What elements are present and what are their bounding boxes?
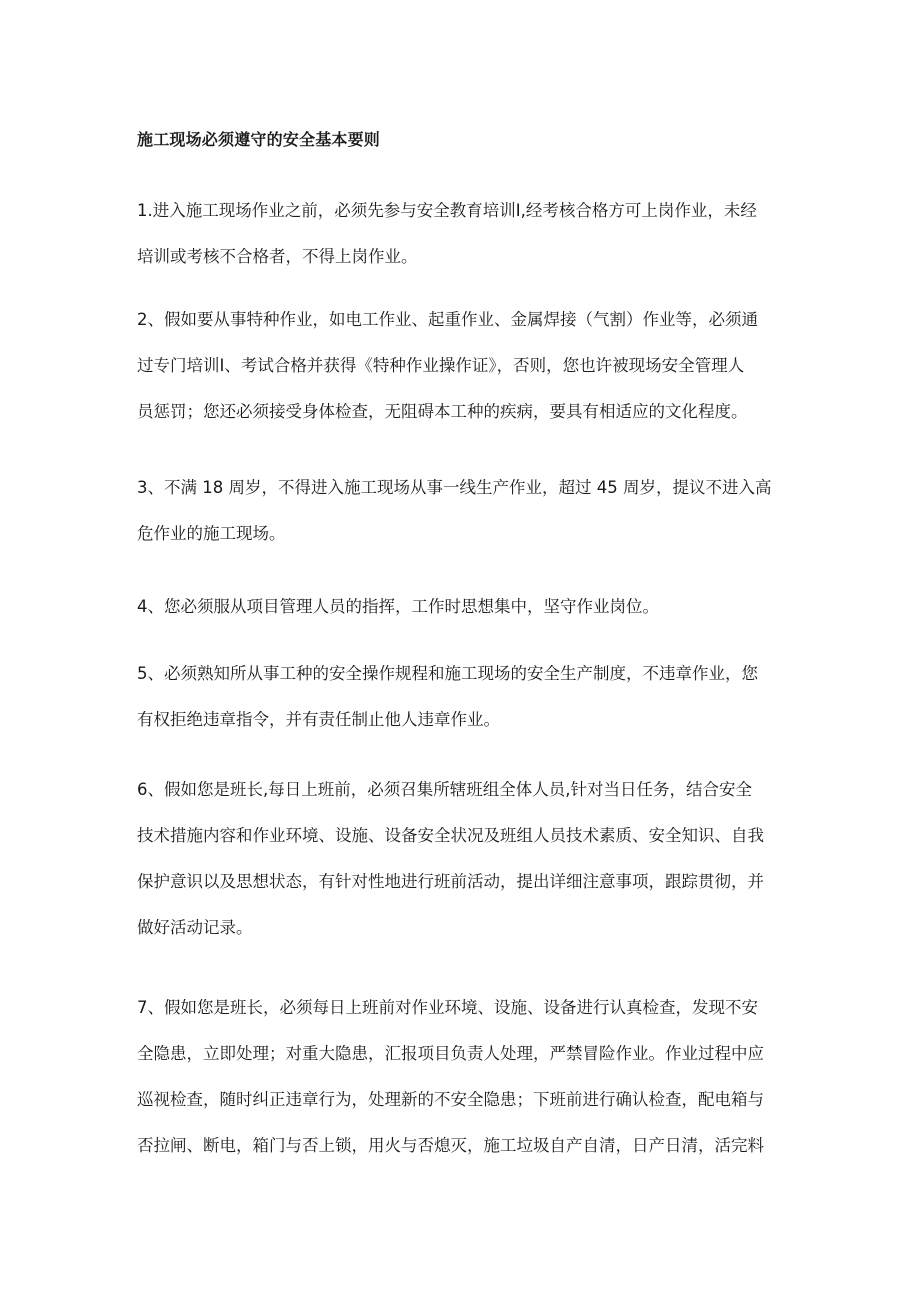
paragraph-line: 过专门培训Ⅰ、考试合格并获得《特种作业操作证》，否则，您也许被现场安全管理人 <box>137 356 745 375</box>
paragraph-line: 4、您必须服从项目管理人员的指挥，工作时思想集中，坚守作业岗位。 <box>137 597 659 616</box>
paragraph-2 <box>137 297 797 435</box>
paragraph-line: 7、假如您是班长，必须每日上班前对作业环境、设施、设备进行认真检查，发现不安 <box>137 998 758 1017</box>
paragraph-line: 否拉闸、断电，箱门与否上锁，用火与否熄灭，施工垃圾自产自清，日产日清，活完料 <box>137 1136 764 1155</box>
paragraph-6 <box>137 767 797 951</box>
paragraph-1 <box>137 188 797 280</box>
paragraph-line: 1.进入施工现场作业之前，必须先参与安全教育培训Ⅰ,经考核合格方可上岗作业，未经 <box>137 201 757 220</box>
paragraph-line: 培训或考核不合格者，不得上岗作业。 <box>137 247 418 266</box>
paragraph-line: 5、必须熟知所从事工种的安全操作规程和施工现场的安全生产制度，不违章作业，您 <box>137 664 758 683</box>
paragraph-line: 做好活动记录。 <box>137 918 253 937</box>
document-title: 施工现场必须遵守的安全基本要则 <box>137 130 381 149</box>
paragraph-7 <box>137 985 797 1169</box>
paragraph-line: 有权拒绝违章指令，并有责任制止他人违章作业。 <box>137 710 500 729</box>
paragraph-5 <box>137 651 797 743</box>
paragraph-line: 危作业的施工现场。 <box>137 524 286 543</box>
paragraph-line: 技术措施内容和作业环境、设施、设备安全状况及班组人员技术素质、安全知识、自我 <box>137 826 764 845</box>
paragraph-line: 全隐患，立即处理；对重大隐患，汇报项目负责人处理，严禁冒险作业。作业过程中应 <box>137 1044 764 1063</box>
paragraph-line: 6、假如您是班长,每日上班前，必须召集所辖班组全体人员,针对当日任务，结合安全 <box>137 780 752 799</box>
paragraph-3 <box>137 465 797 557</box>
paragraph-line: 巡视检查，随时纠正违章行为，处理新的不安全隐患；下班前进行确认检查，配电箱与 <box>137 1090 764 1109</box>
paragraph-4 <box>137 584 797 630</box>
paragraph-line: 2、假如要从事特种作业，如电工作业、起重作业、金属焊接（气割）作业等，必须通 <box>137 310 758 329</box>
paragraph-line: 保护意识以及思想状态，有针对性地进行班前活动，提出详细注意事项，跟踪贯彻，并 <box>137 872 764 891</box>
paragraph-line: 员惩罚；您还必须接受身体检查，无阻碍本工种的疾病，要具有相适应的文化程度。 <box>137 402 748 421</box>
paragraph-line: 3、不满 18 周岁，不得进入施工现场从事一线生产作业，超过 45 周岁，提议不进入高 <box>137 478 772 497</box>
